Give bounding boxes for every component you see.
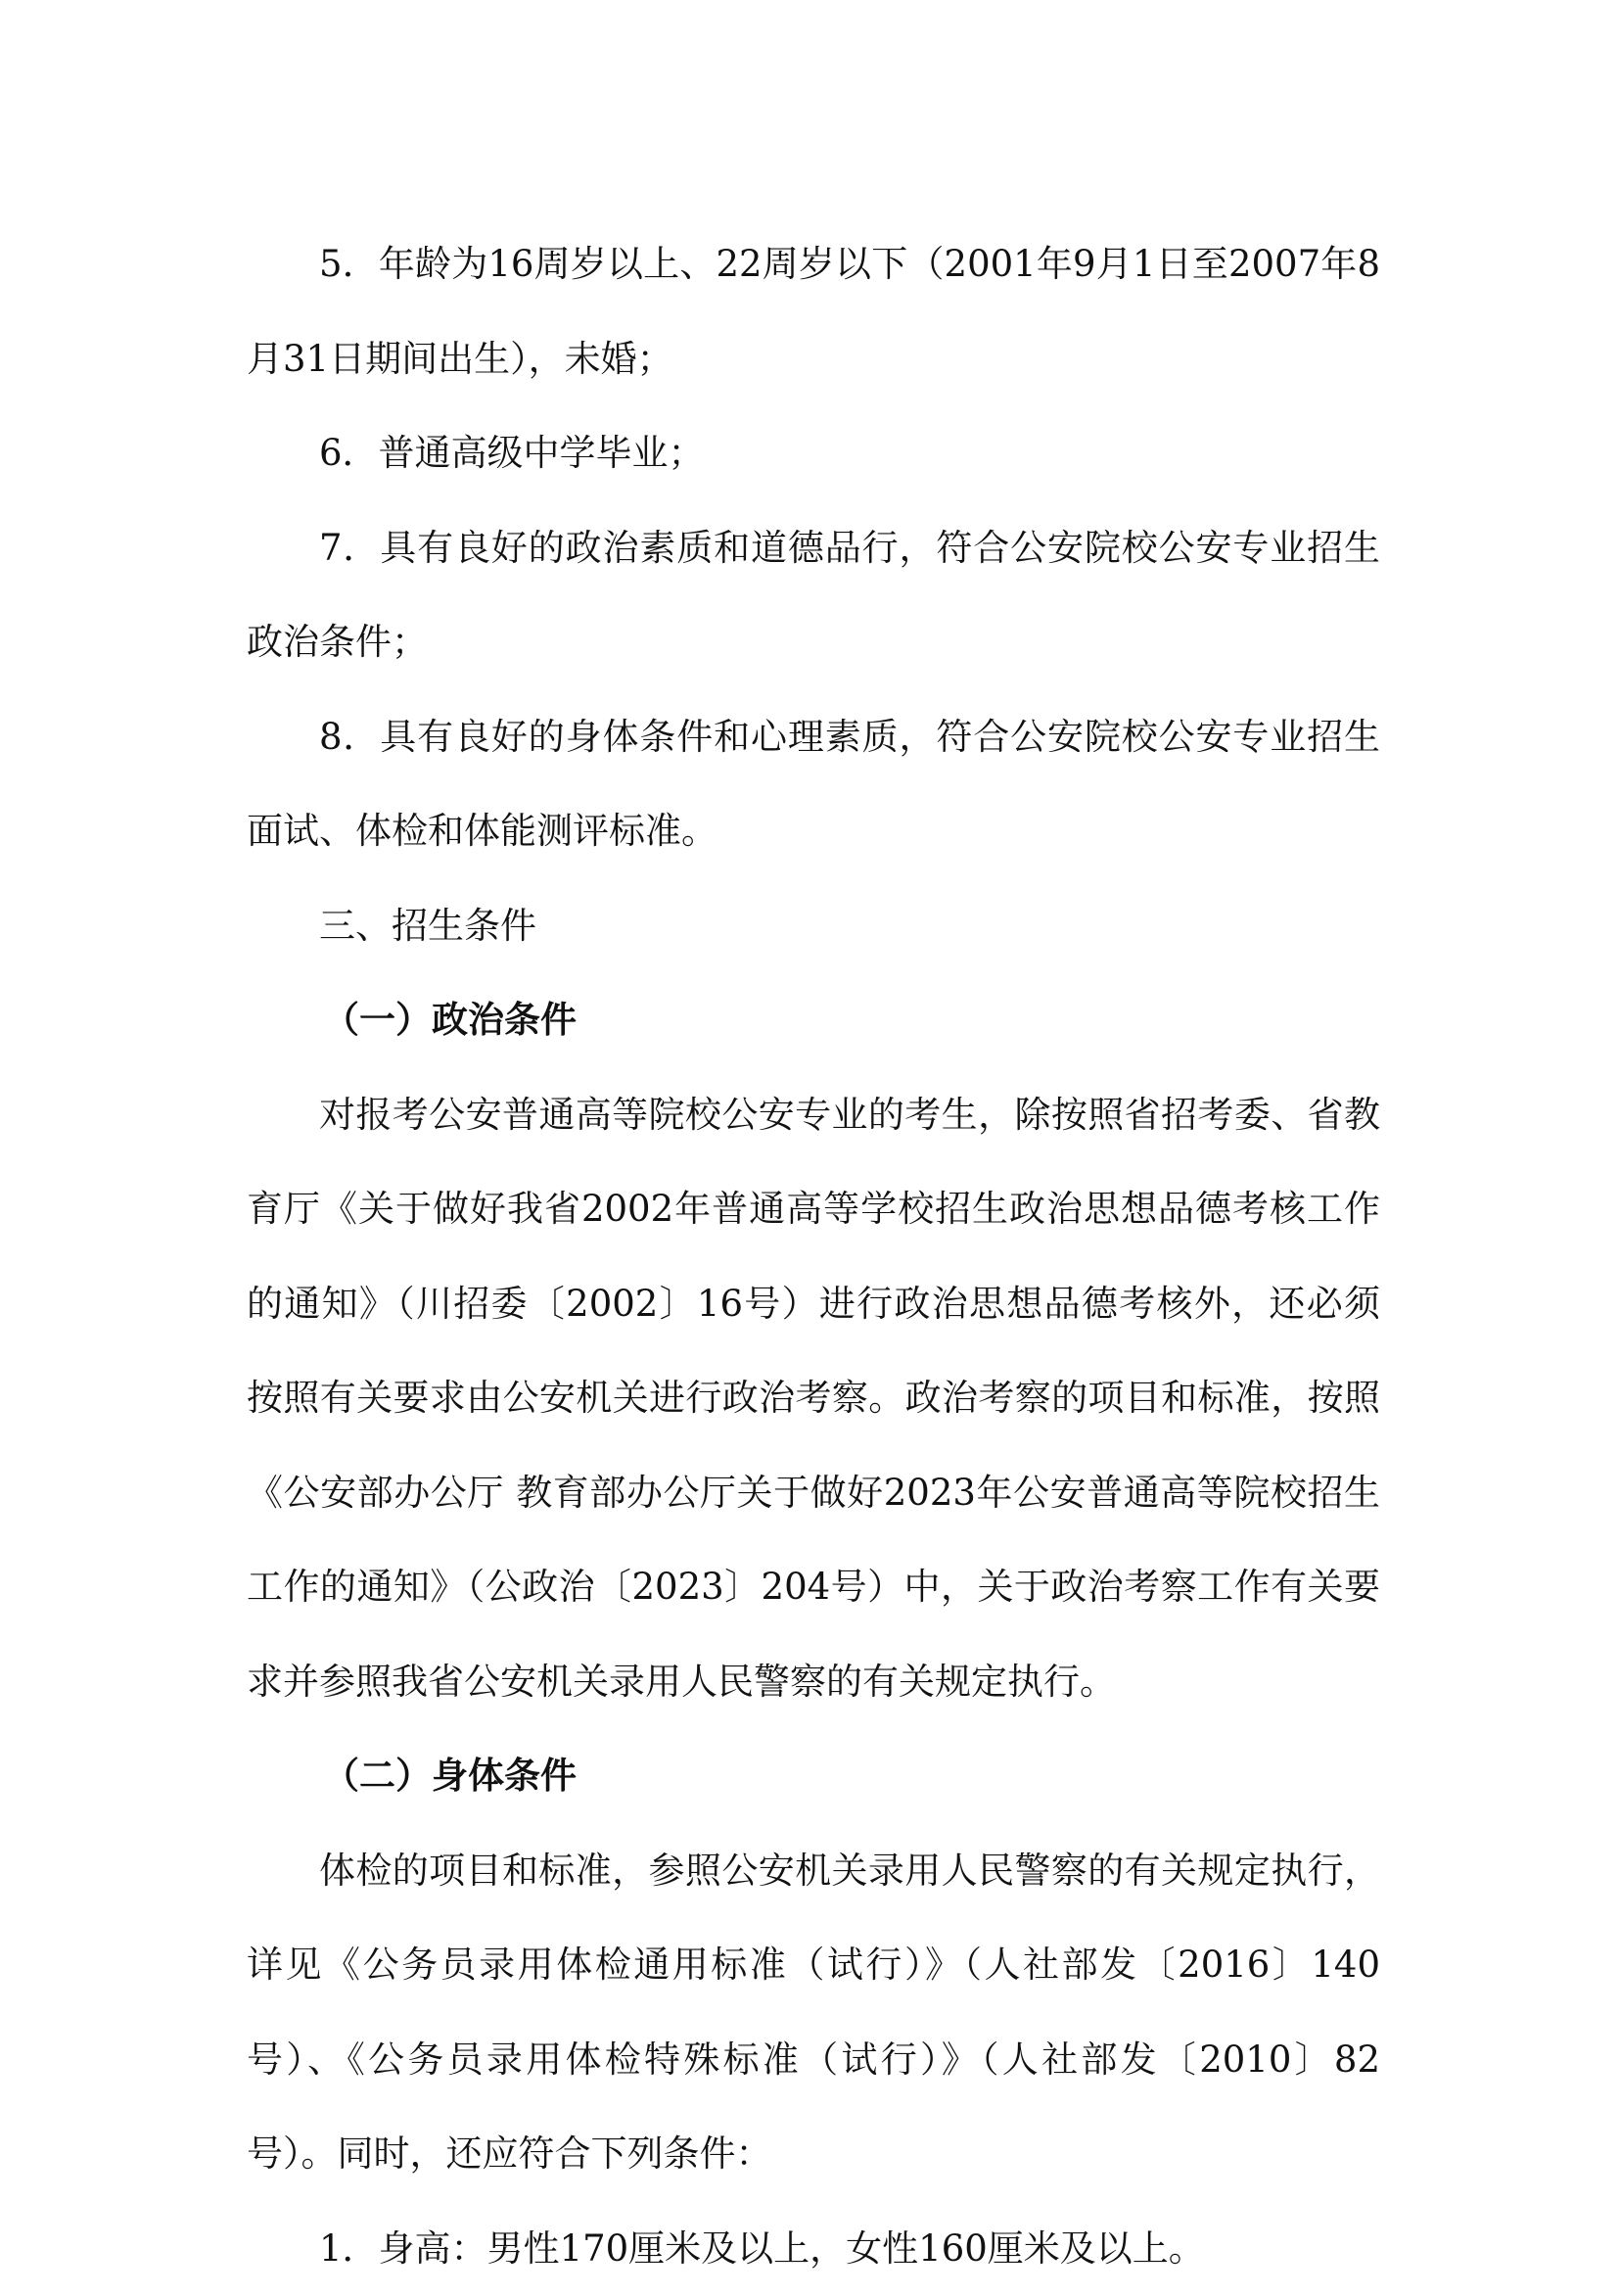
section-heading-admission-conditions: 三、招生条件 xyxy=(247,879,1380,974)
list-item-height: 1．身高：男性170厘米及以上，女性160厘米及以上。 xyxy=(247,2202,1380,2296)
document-body xyxy=(247,217,1380,2296)
paragraph-political-review: 对报考公安普通高等院校公安专业的考生，除按照省招考委、省教育厅《关于做好我省2002年普通高等学校招生政治思想品德考核工作的通知》（川招委〔2002〕16号）进行政治思想品德考核外，还必须按照有关要求由公安机关进行政治考察。政治考察的项目和标准，按照《公安部办公厅 教育部办公厅关于做好2023年公安普通高等院校招生工作的通知》（公政治〔2023〕204号）中，关于政治考察工作有关要求并参照我省公安机关录用人民警察的有关规定执行。 xyxy=(247,1068,1380,1730)
list-item-age: 5．年龄为16周岁以上、22周岁以下（2001年9月1日至2007年8月31日期间出生），未婚； xyxy=(247,217,1380,406)
subsection-heading-political: （一）政治条件 xyxy=(247,973,1380,1068)
list-item-political-quality: 7．具有良好的政治素质和道德品行，符合公安院校公安专业招生政治条件； xyxy=(247,501,1380,690)
paragraph-physical-exam: 体检的项目和标准，参照公安机关录用人民警察的有关规定执行，详见《公务员录用体检通用标准（试行）》（人社部发〔2016〕140号）、《公务员录用体检特殊标准（试行）》（人社部发〔2010〕82号）。同时，还应符合下列条件： xyxy=(247,1824,1380,2202)
list-item-physical-condition: 8．具有良好的身体条件和心理素质，符合公安院校公安专业招生面试、体检和体能测评标准。 xyxy=(247,690,1380,879)
list-item-education: 6．普通高级中学毕业； xyxy=(247,406,1380,501)
subsection-heading-physical: （二）身体条件 xyxy=(247,1729,1380,1824)
